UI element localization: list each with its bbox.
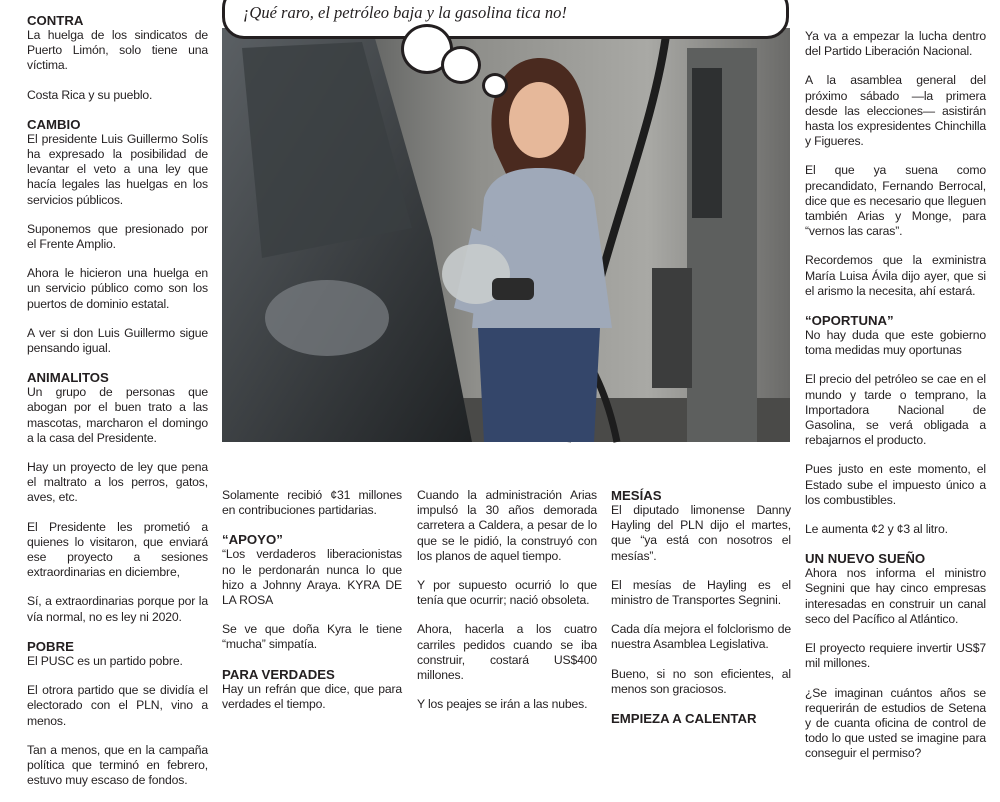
paragraph: El diputado limonense Danny Hayling del PLN dijo el martes, que “ya está con nosotros el mesías”. — [611, 503, 791, 563]
left-column — [27, 13, 208, 802]
heading-cambio: CAMBIO — [27, 116, 81, 132]
paragraph: Hay un proyecto de ley que pena el maltrato a los perros, gatos, aves, etc. — [27, 460, 208, 505]
paragraph: ¿Se imaginan cuántos años se requerirán de estudios de Setena y de cuanta oficina de control de todo lo que usted se imagine para conseguir el permiso? — [805, 685, 986, 761]
heading-mesias: MESÍAS — [611, 488, 662, 503]
paragraph: El proyecto requiere invertir US$7 mil millones. — [805, 641, 986, 671]
heading-apoyo: “APOYO” — [222, 532, 283, 548]
heading-oportuna: “OPORTUNA” — [805, 313, 894, 329]
paragraph: Pues justo en este momento, el Estado sube el impuesto único a los combustibles. — [805, 462, 986, 507]
paragraph: No hay duda que este gobierno toma medidas muy oportunas — [805, 328, 986, 358]
paragraph: Tan a menos, que en la campaña política que terminó en febrero, estuvo muy escaso de fondos. — [27, 742, 208, 788]
right-column — [805, 29, 986, 776]
heading-contra: CONTRA — [27, 13, 84, 28]
heading-pobre: POBRE — [27, 638, 74, 654]
paragraph: Bueno, si no son eficientes, al menos son graciosos. — [611, 666, 791, 696]
paragraph: Cada día mejora el folclorismo de nuestra Asamblea Legislativa. — [611, 622, 791, 652]
paragraph: Ahora, hacerla a los cuatro carriles pedidos cuando se iba construir, costará US$400 millones. — [417, 622, 597, 683]
paragraph: Y por supuesto ocurrió lo que tenía que ocurrir; nació obsoleta. — [417, 578, 597, 608]
paragraph: El Presidente les prometió a quienes lo visitaron, que enviará ese proyecto a sesiones extraordinarias en diciembre, — [27, 519, 208, 580]
paragraph: Ahora nos informa el ministro Segnini que hay cinco empresas interesadas en construir un canal seco del Pacífico al Atlántico. — [805, 566, 986, 626]
paragraph: Un grupo de personas que abogan por el buen trato a las mascotas, marcharon el domingo a la casa del Presidente. — [27, 385, 208, 445]
car-mirror — [265, 280, 389, 356]
pump-holster — [652, 268, 692, 388]
paragraph: Y los peajes se irán a las nubes. — [417, 697, 588, 712]
paragraph: Ya va a empezar la lucha dentro del Partido Liberación Nacional. — [805, 29, 986, 59]
paragraph: El presidente Luis Guillermo Solís ha expresado la posibilidad de levantar el veto a una ley que hacía legales las huelgas en los servicios públicos. — [27, 131, 208, 207]
paragraph: El PUSC es un partido pobre. — [27, 653, 183, 668]
thought-circle-small — [482, 73, 508, 98]
paragraph: El mesías de Hayling es el ministro de Transportes Segnini. — [611, 577, 791, 608]
paragraph: Se ve que doña Kyra le tiene “mucha” simpatía. — [222, 622, 402, 652]
paragraph: “Los verdaderos liberacionistas no le perdonarán nunca lo que hizo a Johnny Araya. KYRA DE LA ROSA — [222, 547, 402, 608]
paragraph: A ver si don Luis Guillermo sigue pensando igual. — [27, 325, 208, 356]
paragraph: Solamente recibió ¢31 millones en contribuciones partidarias. — [222, 488, 402, 518]
heading-un-nuevo-sueno: UN NUEVO SUEÑO — [805, 551, 926, 567]
paragraph: Suponemos que presionado por el Frente Amplio. — [27, 221, 208, 252]
paragraph: Cuando la administración Arias impulsó la 30 años demorada carretera a Caldera, a pesar de lo que se le pidió, la construyó con los planos de aquel tiempo. — [417, 488, 597, 563]
paragraph: Costa Rica y su pueblo. — [27, 87, 153, 102]
thought-circle-medium — [441, 46, 481, 84]
paragraph: Recordemos que la exministra María Luisa Ávila dijo ayer, que si el arismo la necesita, ahí estará. — [805, 253, 986, 298]
paragraph: El que ya suena como precandidato, Fernando Berrocal, dice que es necesario que lleguen también Arias y Monge, para “vernos las caras”. — [805, 163, 986, 239]
paragraph: Le aumenta ¢2 y ¢3 al litro. — [805, 522, 948, 537]
bottom-column-1 — [222, 488, 402, 726]
heading-empieza-a-calentar: EMPIEZA A CALENTAR — [611, 711, 757, 727]
paragraph: El otrora partido que se dividía el electorado con el PLN, vino a menos. — [27, 683, 208, 728]
nozzle-handle — [492, 278, 534, 300]
thought-bubble — [222, 0, 789, 39]
paragraph: Hay un refrán que dice, que para verdades el tiempo. — [222, 681, 402, 711]
bottom-column-3 — [611, 488, 791, 726]
paragraph: A la asamblea general del próximo sábado —la primera desde las elecciones— asistirán hasta los expresidentes Chinchilla y Figueres. — [805, 73, 986, 149]
bottom-column-2 — [417, 488, 597, 726]
heading-animalitos: ANIMALITOS — [27, 370, 109, 386]
paragraph: El precio del petróleo se cae en el mundo y tarde o temprano, la Importadora Nacional de Gasolina, se verá obligada a rebajarnos el producto. — [805, 372, 986, 448]
heading-para-verdades: PARA VERDADES — [222, 666, 335, 682]
paragraph: Ahora le hicieron una huelga en un servicio público como son los puertos de dominio estatal. — [27, 266, 208, 311]
paragraph: Sí, a extraordinarias porque por la vía normal, no es ley ni 2020. — [27, 594, 208, 624]
pump-panel — [692, 68, 722, 218]
paragraph: La huelga de los sindicatos de Puerto Limón, solo tiene una víctima. — [27, 28, 208, 73]
bubble-caption: ¡Qué raro, el petróleo baja y la gasolina tica no! — [243, 3, 567, 22]
